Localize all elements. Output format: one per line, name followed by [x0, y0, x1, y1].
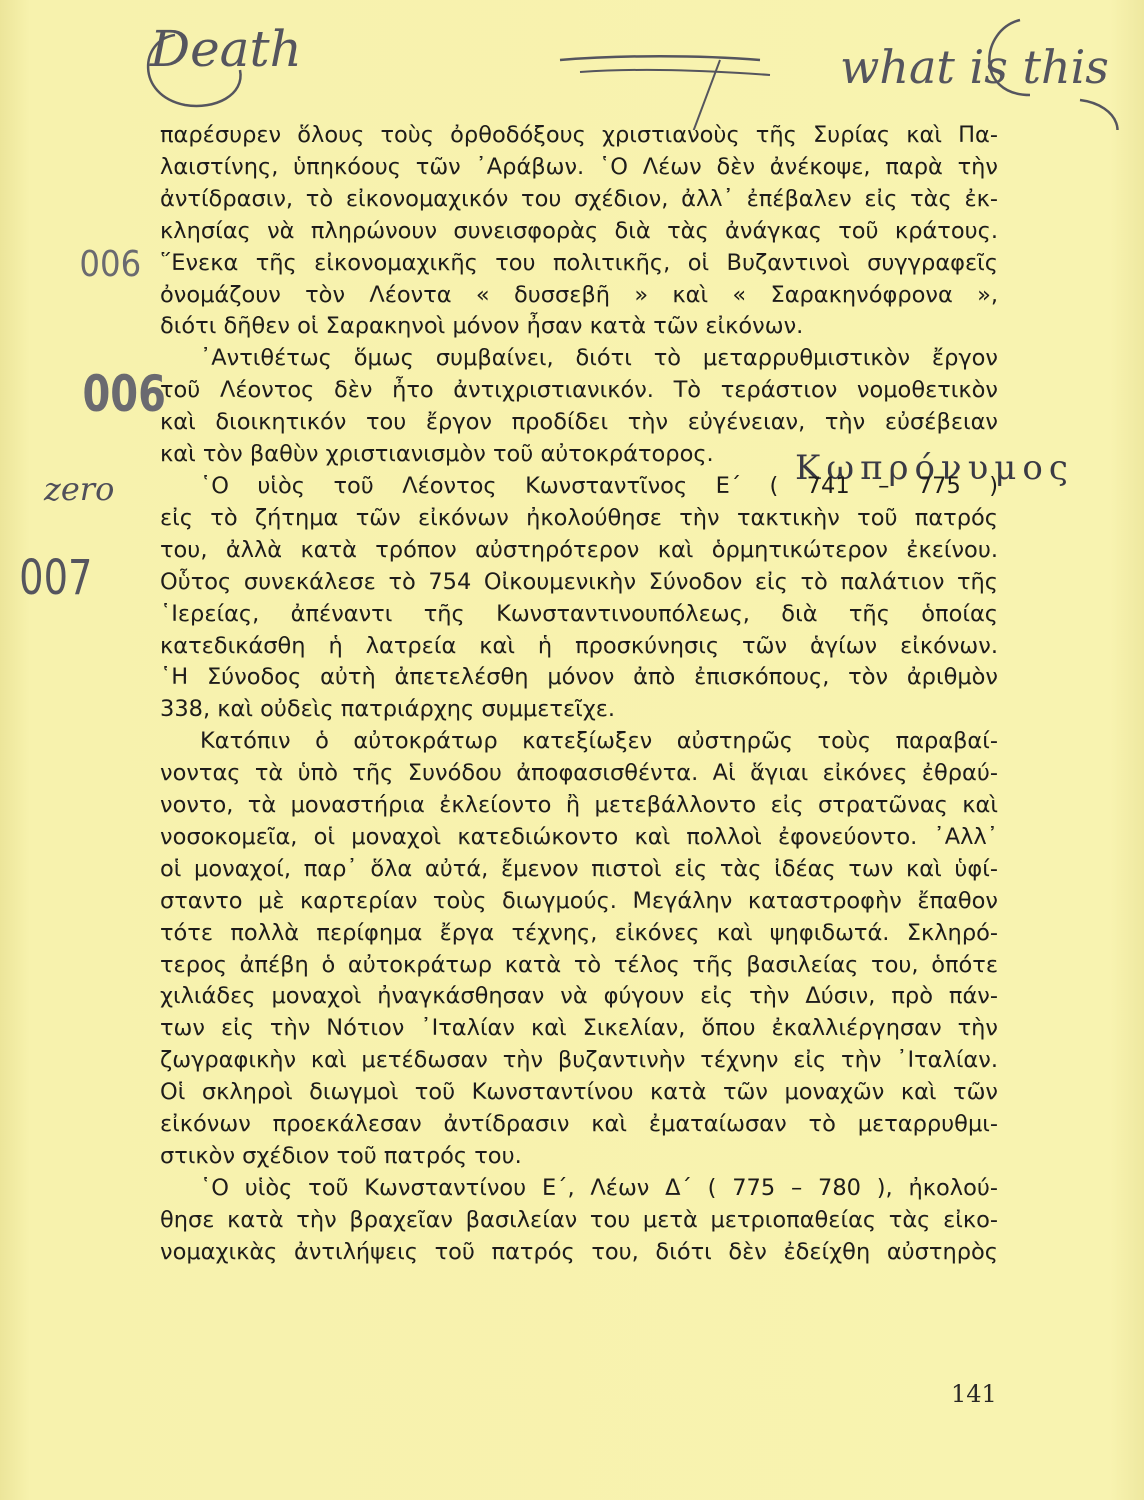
text-line: ἀντίδρασιν, τὸ εἰκονομαχικόν του σχέδιον, ἀλλ᾽ ἐπέβαλεν εἰς τὰς ἐκ- [160, 185, 998, 212]
text-line: θησε κατὰ τὴν βραχεῖαν βασιλείαν του μετὰ μετριοπαθείας τὰς εἰκο- [160, 1206, 998, 1233]
text-line: νοντο, τὰ μοναστήρια ἐκλείοντο ἢ μετεβάλλοντο εἰς στρατῶνας καὶ [160, 792, 998, 819]
text-line: 338, καὶ οὐδεὶς πατριάρχης συμμετεῖχε. [160, 696, 616, 723]
text-line: τοῦ Λέοντος δὲν ἦτο ἀντιχριστιανικόν. Τὸ τεράστιον νομοθετικὸν [160, 377, 998, 404]
text-line: στικὸν σχέδιον τοῦ πατρός του. [160, 1143, 522, 1169]
text-line: τότε πολλὰ περίφημα ἔργα τέχνης, εἰκόνες καὶ ψηφιδωτά. Σκληρό- [160, 919, 998, 946]
text-line: εἰκόνων προεκάλεσαν ἀντίδρασιν καὶ ἐματαίωσαν τὸ μεταρρυθμι- [160, 1111, 998, 1138]
text-line: καὶ διοικητικόν του ἔργον προδίδει τὴν εὐγένειαν, τὴν εὐσέβειαν [160, 409, 998, 436]
margin-note-zero: zero [44, 470, 115, 508]
text-line: κλησίας νὰ πληρώνουν συνεισφορὰς διὰ τὰς ἀνάγκας τοῦ κράτους. [160, 217, 998, 244]
text-line: εἰς τὸ ζήτημα τῶν εἰκόνων ἠκολούθησε τὴν τακτικὴν τοῦ πατρός [160, 504, 998, 531]
text-line: ζωγραφικὴν καὶ μετέδωσαν τὴν βυζαντινὴν τέχνην εἰς τὴν ᾽Ιταλίαν. [160, 1047, 998, 1074]
text-line: ῾Ιερείας, ἀπέναντι τῆς Κωνσταντινουπόλεως, διὰ τῆς ὁποίας [160, 600, 998, 627]
text-line: ὀνομάζουν τὸν Λέοντα « δυσσεβῆ » καὶ « Σαρακηνόφρονα », [160, 281, 998, 308]
text-line: ῾Ο υἱὸς τοῦ Κωνσταντίνου Ε΄, Λέων Δ΄ ( 775 – 780 ), ἠκολού- [200, 1174, 998, 1201]
text-line: καὶ τὸν βαθὺν χριστιανισμὸν τοῦ αὐτοκράτορος. [160, 441, 714, 468]
text-line: σταντο μὲ καρτερίαν τοὺς διωγμούς. Μεγάλην καταστροφὴν ἔπαθον [160, 887, 998, 914]
text-line: νοσοκομεῖα, οἱ μοναχοὶ κατεδιώκοντο καὶ πολλοὶ ἐφονεύοντο. ᾽Αλλ᾽ [160, 823, 998, 850]
text-line: χιλιάδες μοναχοὶ ἠναγκάσθησαν νὰ φύγουν εἰς τὴν Δύσιν, πρὸ πάν- [160, 983, 998, 1010]
text-line: διότι δῆθεν οἱ Σαρακηνοὶ μόνον ἦσαν κατὰ τῶν εἰκόνων. [160, 313, 804, 340]
text-line: τερος ἀπέβη ὁ αὐτοκράτωρ κατὰ τὸ τέλος τῆς βασιλείας του, ὁπότε [160, 951, 998, 978]
text-line: νοντας τὰ ὑπὸ τῆς Συνόδου ἀποφασισθέντα. Αἱ ἅγιαι εἰκόνες ἐθραύ- [160, 760, 998, 787]
text-line: των εἰς τὴν Νότιον ᾽Ιταλίαν καὶ Σικελίαν, ὅπου ἐκαλλιέργησαν τὴν [160, 1015, 998, 1042]
margin-number-006-b: 006 [82, 365, 166, 423]
margin-number-007: 007 [19, 550, 93, 606]
text-line: Οὗτος συνεκάλεσε τὸ 754 Οἰκουμενικὴν Σύνοδον εἰς τὸ παλάτιον τῆς [160, 568, 998, 595]
text-line: Οἱ σκληροὶ διωγμοὶ τοῦ Κωνσταντίνου κατὰ τῶν μοναχῶν καὶ τῶν [160, 1079, 998, 1106]
text-line: λαιστίνης, ὑπηκόους τῶν ᾽Αράβων. ῾Ο Λέων δὲν ἀνέκοψε, παρὰ τὴν [160, 153, 998, 180]
text-line: ῾Η Σύνοδος αὐτὴ ἀπετελέσθη μόνον ἀπὸ ἐπισκόπους, τὸν ἀριθμὸν [160, 664, 998, 691]
text-line: παρέσυρεν ὅλους τοὺς ὀρθοδόξους χριστιανοὺς τῆς Συρίας καὶ Πα- [160, 122, 998, 148]
text-line: ῞Ενεκα τῆς εἰκονομαχικῆς του πολιτικῆς, οἱ Βυζαντινοὶ συγγραφεῖς [160, 249, 998, 276]
page-number: 141 [951, 1380, 997, 1408]
margin-number-006-a: 006 [79, 244, 142, 285]
handwritten-note-top-right: what is this [840, 40, 1109, 94]
text-line: ῾Ο υἱὸς τοῦ Λέοντος Κωνσταντῖνος Ε΄ ( 741 – 775 ) [200, 472, 998, 499]
text-line: ᾽Αντιθέτως ὅμως συμβαίνει, διότι τὸ μεταρρυθμιστικὸν ἔργον [200, 345, 998, 372]
text-line: Κατόπιν ὁ αὐτοκράτωρ κατεξίωξεν αὐστηρῶς τοὺς παραβαί- [200, 728, 998, 755]
body-text [160, 120, 998, 1269]
text-line: κατεδικάσθη ἡ λατρεία καὶ ἡ προσκύνησις τῶν ἁγίων εἰκόνων. [160, 632, 998, 659]
text-line: του, ἀλλὰ κατὰ τρόπον αὐστηρότερον καὶ ὁρμητικώτερον ἐκείνου. [160, 536, 998, 563]
handwritten-inline-note: Κωπρόνυμος [795, 448, 1074, 488]
text-line: νομαχικὰς ἀντιλήψεις τοῦ πατρός του, διότι δὲν ἐδείχθη αὐστηρὸς [160, 1238, 998, 1265]
handwritten-note-top-left: Death [150, 20, 302, 78]
text-line: οἱ μοναχοί, παρ᾽ ὅλα αὐτά, ἔμενον πιστοὶ εἰς τὰς ἰδέας των καὶ ὑφί- [160, 855, 998, 882]
